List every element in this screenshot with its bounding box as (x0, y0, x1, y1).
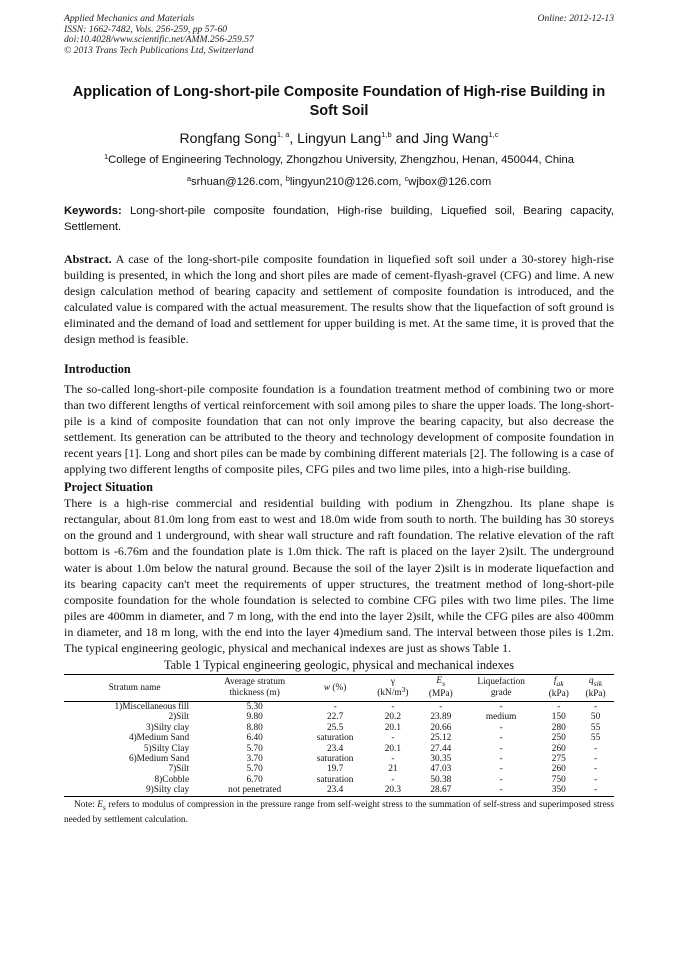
table-cell: 3)Silty clay (145, 722, 190, 733)
paper-title: Application of Long-short-pile Composite Foundation of High-rise Building in Soft Soil (72, 84, 606, 119)
table-cell: 350 (540, 785, 577, 796)
table-cell: 20.2 (384, 712, 402, 723)
header-text: (%) (330, 682, 347, 693)
table-cell: - (333, 701, 337, 712)
table-cell: 20.1 (384, 743, 402, 754)
table-cell: 2)Silt (168, 712, 190, 723)
header-text: (kPa) (585, 689, 606, 700)
affiliation-text: College of Engineering Technology, Zhongzhou University, Zhengzhou, Henan, 450044, China (108, 154, 574, 166)
table-cell: 27.44 (430, 743, 452, 754)
header-symbol: E (436, 676, 443, 687)
table-cell: saturation (316, 733, 354, 744)
table-cell: medium (485, 712, 517, 723)
table-cell: 25.12 (430, 733, 452, 744)
table-row (64, 744, 614, 754)
abstract (64, 251, 614, 348)
online-date: Online: 2012-12-13 (537, 13, 614, 24)
table-cell: 7)Silt (168, 764, 190, 775)
table-cell: - (462, 785, 540, 796)
table-cell: 50.38 (430, 774, 452, 785)
table-cell: - (499, 774, 503, 785)
table-cell: - (557, 701, 561, 712)
table-cell: 6.40 (246, 733, 263, 744)
table-cell: 8)Cobble (154, 774, 190, 785)
affiliation-sup: 1 (103, 152, 109, 161)
table-cell: - (594, 774, 598, 785)
table-cell: 20.1 (384, 722, 402, 733)
table-cell: 47.03 (430, 764, 452, 775)
table-cell: - (499, 733, 503, 744)
email-link[interactable]: wjbox@126.com (408, 176, 492, 188)
table-cell: 5)Silty Clay (143, 743, 190, 754)
header-text: grade (490, 687, 512, 698)
table-cell: 55 (590, 722, 601, 733)
author-name: Jing Wang (422, 130, 489, 146)
keywords-label: Keywords: (64, 205, 122, 217)
table-row (64, 754, 614, 764)
table-cell: 3.70 (246, 753, 263, 764)
header-sub: s (442, 678, 446, 688)
author-name: Rongfang Song (179, 130, 277, 146)
header-text: (kPa) (548, 689, 569, 700)
table-cell: - (499, 743, 503, 754)
table-cell: 20.3 (366, 785, 420, 796)
table-cell: 9.80 (246, 712, 263, 723)
table-cell: 23.4 (304, 785, 366, 796)
table-cell: 750 (551, 774, 566, 785)
table-cell: 8.80 (246, 722, 263, 733)
geology-table (64, 674, 614, 797)
paper-page (64, 14, 614, 826)
table-cell: - (499, 753, 503, 764)
author-emails (64, 175, 614, 189)
table-cell: 150 (551, 712, 566, 723)
table-row (64, 701, 614, 712)
table-row (64, 733, 614, 743)
author-sup: 1, a (276, 130, 290, 139)
table-cell: - (391, 774, 395, 785)
header-symbol: γ (390, 677, 395, 688)
table-cell: - (577, 785, 614, 796)
header-sub: ak (556, 678, 564, 688)
journal-issn: ISSN: 1662-7482, Vols. 256-259, pp 57-60 (64, 23, 228, 35)
abstract-label: Abstract. (64, 252, 112, 266)
note-symbol: E (97, 799, 103, 810)
table-body (64, 701, 614, 796)
table-header-row (64, 675, 614, 702)
keywords (64, 204, 614, 235)
table-cell: - (594, 753, 598, 764)
header-text: Average stratum (224, 677, 286, 688)
table-cell: saturation (316, 753, 354, 764)
table-cell: - (594, 743, 598, 754)
email-link[interactable]: lingyun210@126.com, (289, 176, 402, 188)
email-sup: a (186, 174, 192, 183)
table-cell: - (391, 733, 395, 744)
author-and: and (395, 130, 419, 146)
table-cell: 4)Medium Sand (128, 733, 190, 744)
header-symbol: q (588, 676, 594, 687)
project-paragraph: There is a high-rise commercial and residential building with podium in Zhengzhou. Its plane shape is rectangular, about 81.0m long from east to west and 18.0m wide from south to north. The building has 30 storeys on the ground and 1 underground, with shear wall structure and raft foundation. The relative elevation of the raft bottom is -6.76m and the foundation plate is 1.0m thick. The raft is placed on the layer 2)silt. The underground water is about 1.0m below the natural ground. Because the soil of the layer 2)silt is in moderate liquefaction and its bearing capacity can't meet the requirements of upper structures, the treatment method of long-short-pile composite foundation for the whole foundation is selected to combine CFG piles with two lime piles. The lime piles are 400mm in diameter, and 7 m long, with the end into the layer 2)silt, while the CFG piles are also 400mm in diameter, and 18 m long, with the end into the layer 4)medium sand. The interval between those piles is 1.2m. The typical engineering geologic, physical and mechanical indexes are just as shows Table 1. (64, 496, 614, 655)
table-cell: 5.70 (246, 764, 263, 775)
table-cell: 19.7 (326, 764, 344, 775)
journal-copyright: © 2013 Trans Tech Publications Ltd, Switzerland (64, 44, 254, 56)
table-cell: 250 (551, 733, 566, 744)
table-cell: 23.89 (430, 712, 452, 723)
header-stratum (64, 675, 205, 702)
header-bearing (540, 675, 577, 702)
header-sup: 3 (401, 684, 406, 694)
table-cell: - (499, 701, 503, 712)
table-cell: 260 (551, 764, 566, 775)
table-cell: 25.5 (326, 722, 344, 733)
table-cell: 1)Miscellaneous fill (114, 701, 190, 712)
email-sup: b (285, 174, 290, 183)
note-prefix: Note: (74, 799, 95, 810)
table-cell: not penetrated (205, 785, 304, 796)
table-cell: 6)Medium Sand (128, 753, 190, 764)
header-side-friction (577, 675, 614, 702)
table-row (64, 775, 614, 785)
table-cell: - (439, 701, 443, 712)
header-water-content (304, 675, 366, 702)
table-cell: - (499, 722, 503, 733)
author-sup: 1,b (381, 130, 392, 139)
journal-doi[interactable]: doi:10.4028/www.scientific.net/AMM.256-259.57 (64, 34, 254, 45)
author-sup: 1,c (488, 130, 499, 139)
table-cell: 28.67 (420, 785, 462, 796)
affiliation (64, 153, 614, 167)
table-cell: 50 (590, 712, 601, 723)
header-symbol: f (553, 676, 557, 687)
table-note (64, 799, 614, 827)
section-heading-project: Project Situation (64, 480, 153, 495)
table-row (64, 723, 614, 733)
header-symbol: w (323, 682, 331, 693)
table-cell: 55 (590, 733, 601, 744)
table-cell: 23.4 (326, 743, 344, 754)
header-sub: sik (593, 678, 603, 688)
table-cell: 21 (388, 764, 398, 775)
header-text: Stratum name (108, 682, 161, 693)
table-cell: - (499, 764, 503, 775)
table-caption: Table 1 Typical engineering geologic, physical and mechanical indexes (163, 658, 515, 673)
note-sub: s (102, 802, 106, 812)
table-cell: 260 (551, 743, 566, 754)
header-modulus (420, 675, 462, 702)
table-cell: 5.30 (246, 701, 263, 712)
table-cell: 5.70 (246, 743, 263, 754)
email-sup: c (404, 174, 409, 183)
header-text: (kN/m (377, 687, 402, 698)
table-row (64, 764, 614, 774)
table-cell: 20.66 (430, 722, 452, 733)
keywords-text: Long-short-pile composite foundation, High-rise building, Liquefied soil, Bearing capacity, Settlement. (64, 205, 615, 233)
introduction-paragraph: The so-called long-short-pile composite foundation is a foundation treatment method of combining two or more than two different lengths of vertical reinforcement with soil among piles to share the upper loads. The long-short-pile is a kind of composite foundation that can not only improve the bearing capacity, but also decrease the settlement. Its generation can be attributed to the theory and technology development of composite foundation in recent years [1]. Long and short piles can be made by combining different materials [2]. The following is a case of applying two different lengths of composite piles, CFG piles and two lime piles, into a high-rise building. (64, 381, 614, 477)
journal-header (64, 14, 614, 56)
table-cell: - (594, 764, 598, 775)
header-unit-weight (366, 675, 420, 702)
author-list: Rongfang Song$^{1, a}$, Lingyun Lang$^{1,b}$ and Jing Wang$^{1,c}$ (179, 130, 499, 146)
header-text: ) (405, 687, 409, 698)
header-thickness (205, 675, 304, 702)
table-cell: - (391, 753, 395, 764)
header-text: (MPa) (428, 689, 453, 700)
abstract-text: A case of the long-short-pile composite foundation in liquefied soft soil under a 30-storey high-rise building is presented, in which the long and short piles are made of cement-flyash-gravel (CFG) and lime. A new design calculation method of bearing capacity and settlement of composite foundation is introduced, and the calculated value is compared with the actual measurement. The results show that the liquefaction of soft ground is eliminated and the demand of load and settlement for upper building is met. At the same time, it is proved that the design method is feasible. (64, 252, 614, 347)
table-cell: 22.7 (326, 712, 344, 723)
table-cell: - (391, 701, 395, 712)
header-text: Liquefaction (477, 677, 525, 688)
note-text: refers to modulus of compression in the pressure range from self-weight stress to the summation of self-stress and superimposed stress needed by settlement calculation. (64, 799, 614, 825)
table-cell: 30.35 (430, 753, 452, 764)
header-liquefaction (462, 675, 540, 702)
table-cell: 280 (551, 722, 566, 733)
table-cell: 6.70 (246, 774, 263, 785)
section-heading-introduction: Introduction (64, 361, 131, 376)
header-text: thickness (m) (229, 687, 280, 698)
table-cell: - (594, 701, 598, 712)
table-cell: 9)Silty clay (64, 785, 205, 796)
table-row (64, 712, 614, 722)
journal-name: Applied Mechanics and Materials (64, 13, 195, 24)
author-name: Lingyun Lang (297, 130, 382, 146)
table-cell: saturation (316, 774, 354, 785)
email-link[interactable]: srhuan@126.com, (191, 176, 283, 188)
table-row (64, 785, 614, 796)
table-cell: 275 (551, 753, 566, 764)
